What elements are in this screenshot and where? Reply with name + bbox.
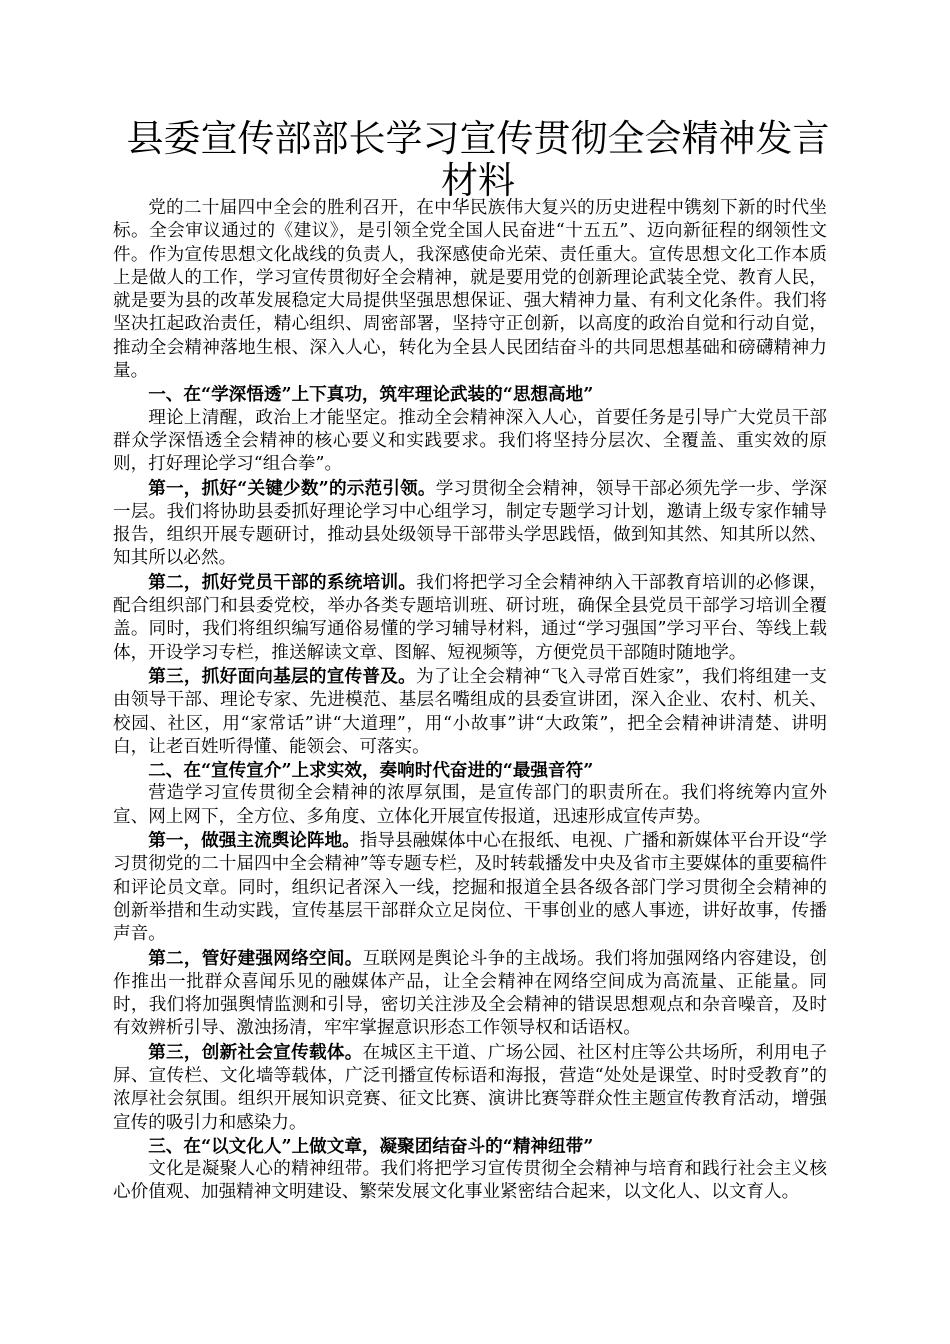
point-lead: 第三，创新社会宣传载体。 bbox=[148, 1041, 363, 1063]
point-paragraph bbox=[113, 665, 827, 759]
point-lead: 第一，抓好“关键少数”的示范引领。 bbox=[148, 477, 436, 499]
point-text: 在城区主干道、广场公园、社区村庄等公共场所，利用电子屏、宣传栏、文化墙等载体，广泛刊播宣传标语和海报，营造“处处是课堂、时时受教育”的浓厚社会氛围。组织开展知识竞赛、征文比赛、演讲比赛等群众性主题宣传教育活动，增强宣传的吸引力和感染力。 bbox=[113, 1042, 827, 1133]
document-title: 县委宣传部部长学习宣传贯彻全会精神发言材料 bbox=[126, 117, 830, 202]
point-lead: 第二，管好建强网络空间。 bbox=[148, 947, 363, 969]
intro-paragraph: 党的二十届四中全会的胜利召开，在中华民族伟大复兴的历史进程中镌刻下新的时代坐标。全会审议通过的《建议》，是引领全党全国人民奋进“十五五”、迈向新征程的纲领性文件。作为宣传思想文化战线的负责人，我深感使命光荣、责任重大。宣传思想文化工作本质上是做人的工作，学习宣传贯彻好全会精神，就是要用党的创新理论武装全党、教育人民，就是要为县的改革发展稳定大局提供坚强思想保证、强大精神力量、有利文化条件。我们将坚决扛起政治责任，精心组织、周密部署，坚持守正创新，以高度的政治自觉和行动自觉，推动全会精神落地生根、深入人心，转化为全县人民团结奋斗的共同思想基础和磅礴精神力量。 bbox=[113, 198, 827, 382]
point-text: 学习贯彻全会精神，领导干部必须先学一步、学深一层。我们将协助县委抓好理论学习中心组学习，制定专题学习计划，邀请上级专家作辅导报告，组织开展专题研讨，推动县处级领导干部带头学思践悟，做到知其然、知其所以然、知其所以必然。 bbox=[113, 478, 827, 569]
section-heading-2: 二、在“宣传宣介”上求实效，奏响时代奋进的“最强音符” bbox=[148, 760, 594, 782]
point-paragraph bbox=[113, 829, 827, 946]
point-text: 为了让全会精神“飞入寻常百姓家”，我们将组建一支由领导干部、理论专家、先进模范、基层名嘴组成的县委宣讲团，深入企业、农村、机关、校园、社区，用“家常话”讲“大道理”，用“小故事”讲“大政策”，把全会精神讲清楚、讲明白，让老百姓听得懂、能领会、可落实。 bbox=[113, 666, 827, 757]
document-body bbox=[113, 197, 827, 1205]
section-heading-3: 三、在“以文化人”上做文章，凝聚团结奋斗的“精神纽带” bbox=[148, 1135, 594, 1157]
section-heading-1: 一、在“学深悟透”上下真功，筑牢理论武装的“思想高地” bbox=[148, 384, 594, 406]
point-text: 互联网是舆论斗争的主战场。我们将加强网络内容建设，创作推出一批群众喜闻乐见的融媒体产品，让全会精神在网络空间成为高流量、正能量。同时，我们将加强舆情监测和引导，密切关注涉及全会精神的错误思想观点和杂音噪音，及时有效辨析引导、激浊扬清，牢牢掌握意识形态工作领导权和话语权。 bbox=[113, 948, 827, 1039]
point-paragraph bbox=[113, 947, 827, 1041]
point-lead: 第一，做强主流舆论阵地。 bbox=[148, 830, 360, 852]
point-text: 指导县融媒体中心在报纸、电视、广播和新媒体平台开设“学习贯彻党的二十届四中全会精神”等专题专栏，及时转载播发中央及省市主要媒体的重要稿件和评论员文章。同时，组织记者深入一线，挖掘和报道全县各级各部门学习贯彻全会精神的创新举措和生动实践，宣传基层干部群众立足岗位、干事创业的感人事迹，讲好故事，传播声音。 bbox=[113, 831, 827, 945]
point-text: 我们将把学习全会精神纳入干部教育培训的必修课，配合组织部门和县委党校，举办各类专题培训班、研讨班，确保全县党员干部学习培训全覆盖。同时，我们将组织编写通俗易懂的学习辅导材料，通过“学习强国”学习平台、等线上载体，开设学习专栏，推送解读文章、图解、短视频等，方便党员干部随时随地学。 bbox=[113, 572, 827, 663]
point-lead: 第三，抓好面向基层的宣传普及。 bbox=[148, 665, 416, 687]
point-lead: 第二，抓好党员干部的系统培训。 bbox=[148, 571, 417, 593]
point-paragraph bbox=[113, 571, 827, 665]
point-paragraph bbox=[113, 477, 827, 571]
body-paragraph: 理论上清醒，政治上才能坚定。推动全会精神深入人心，首要任务是引导广大党员干部群众学深悟透全会精神的核心要义和实践要求。我们将坚持分层次、全覆盖、重实效的原则，打好理论学习“组合拳”。 bbox=[113, 407, 827, 475]
body-paragraph: 营造学习宣传贯彻全会精神的浓厚氛围，是宣传部门的职责所在。我们将统筹内宣外宣、网上网下，全方位、多角度、立体化开展宣传报道，迅速形成宣传声势。 bbox=[113, 783, 827, 827]
point-paragraph bbox=[113, 1041, 827, 1135]
body-paragraph: 文化是凝聚人心的精神纽带。我们将把学习宣传贯彻全会精神与培育和践行社会主义核心价值观、加强精神文明建设、繁荣发展文化事业紧密结合起来，以文化人、以文育人。 bbox=[113, 1159, 827, 1203]
